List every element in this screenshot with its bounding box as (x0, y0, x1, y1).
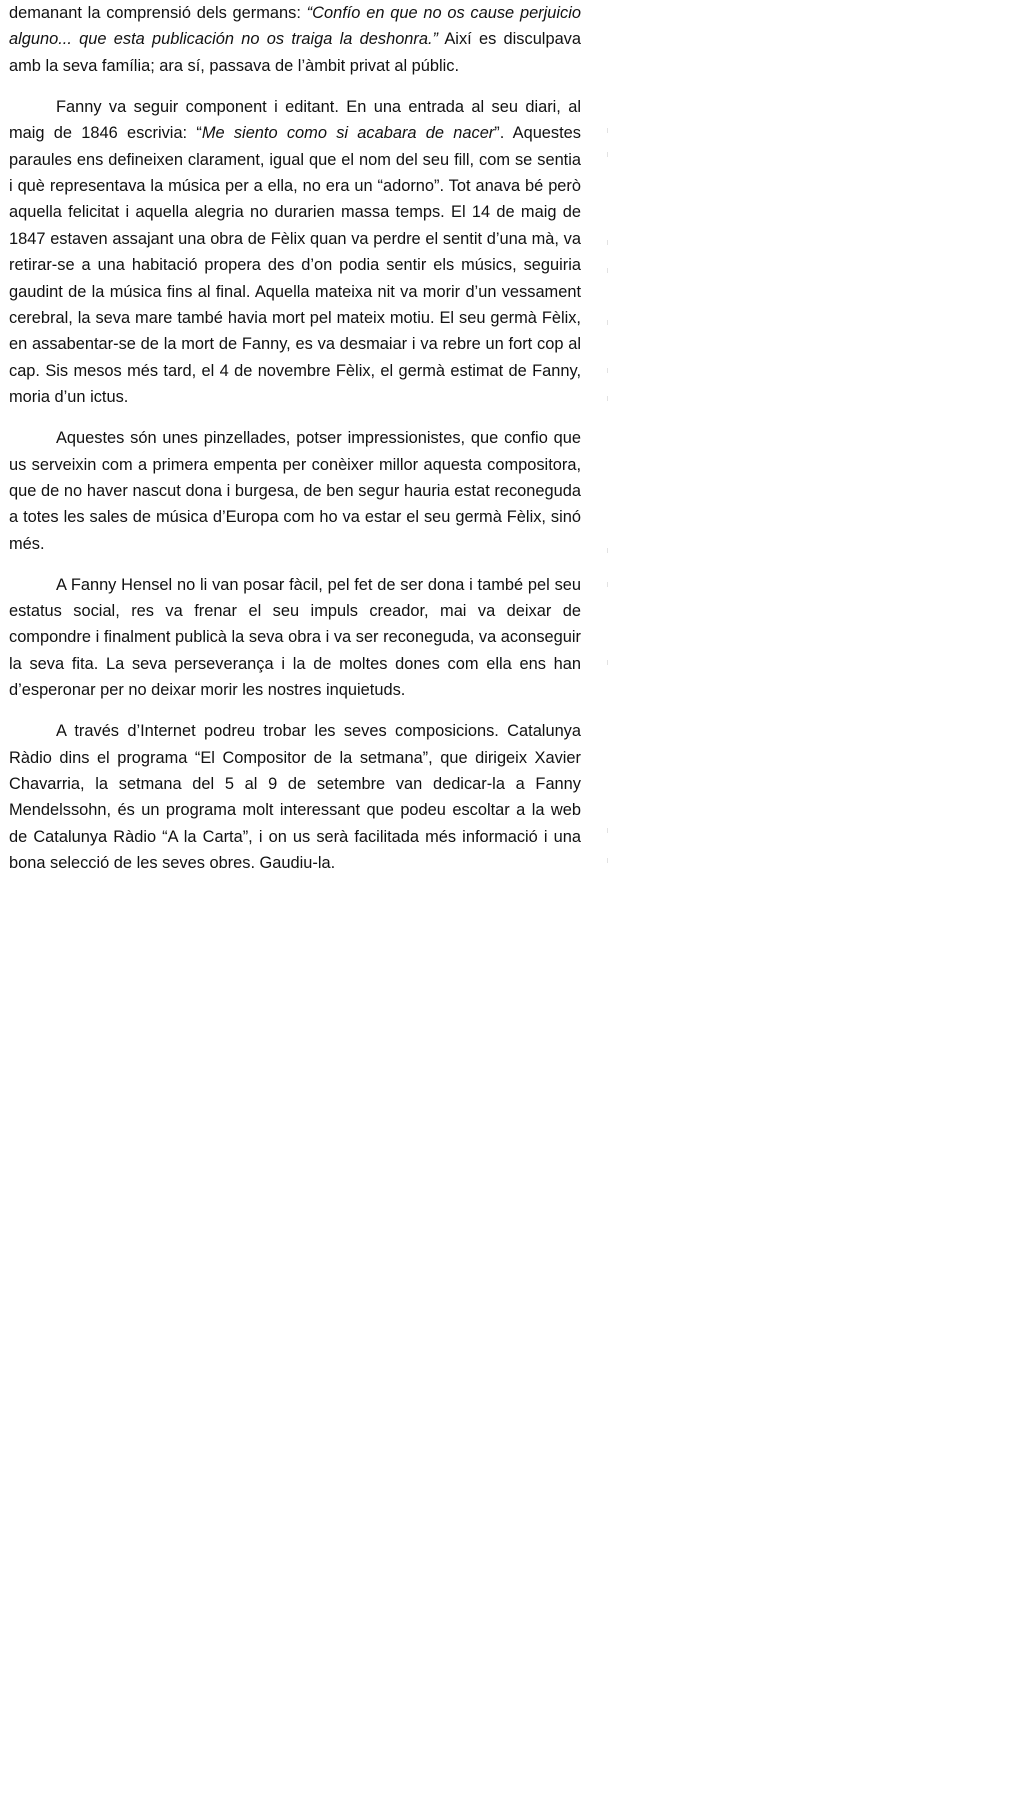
paragraph-3-text: Aquestes són unes pinzellades, potser impressionistes, que confio que us serveixin com a primera empenta per conèixer millor aquesta compositora, que de no haver nascut dona i burgesa, de ben segur hauria estat reconeguda a totes les sales de música d’Europa com ho va estar el seu germà Fèlix, sinó més. (9, 429, 581, 553)
paragraph-1-text-b: Així es disculpava amb la seva família; ara sí, passava de l’àmbit privat al públic. (9, 30, 581, 75)
margin-tick (607, 828, 608, 833)
paragraph-5-text: A través d’Internet podreu trobar les seves composicions. Catalunya Ràdio dins el programa “El Compositor de la setmana”, que dirigeix Xavier Chavarria, la setmana del 5 al 9 de setembre van dedicar-la a Fanny Mendelssohn, és un programa molt interessant que podeu escoltar a la web de Catalunya Ràdio “A la Carta”, i on us serà facilitada més informació i una bona selecció de les seves obres. Gaudiu-la. (9, 722, 581, 873)
document-page (9, 0, 581, 891)
margin-tick (607, 396, 608, 401)
paragraph-2-quote: Me siento como si acabara de nacer (201, 124, 495, 143)
paragraph-2 (9, 94, 581, 411)
paragraph-3 (9, 425, 581, 557)
margin-tick (607, 548, 608, 553)
margin-tick (607, 582, 608, 587)
margin-tick (607, 660, 608, 665)
paragraph-2-text-a: Fanny va seguir component i editant. En una entrada al seu diari, al maig de 1846 escrivia: “ (9, 97, 581, 143)
margin-tick (607, 128, 608, 133)
paragraph-1 (9, 0, 581, 79)
right-margin-marks (607, 0, 611, 880)
margin-tick (607, 268, 608, 273)
paragraph-5 (9, 718, 581, 876)
paragraph-4-text: A Fanny Hensel no li van posar fàcil, pel fet de ser dona i també pel seu estatus social, res va frenar el seu impuls creador, mai va deixar de compondre i finalment publicà la seva obra i va ser reconeguda, va aconseguir la seva fita. La seva perseverança i la de moltes dones com ella ens han d’esperonar per no deixar morir les nostres inquietuds. (9, 575, 581, 700)
margin-tick (607, 368, 608, 373)
margin-tick (607, 320, 608, 325)
paragraph-1-text-a: demanant la comprensió dels germans: (9, 4, 307, 22)
margin-tick (607, 240, 608, 245)
margin-tick (607, 858, 608, 863)
margin-tick (607, 152, 608, 157)
paragraph-2-text-b: ”. Aquestes paraules ens defineixen clarament, igual que el nom del seu fill, com se sentia i què representava la música per a ella, no era un “adorno”. Tot anava bé però aquella felicitat i aquella alegria no durarien massa temps. El 14 de maig de 1847 estaven assajant una obra de Fèlix quan va perdre el sentit d’una mà, va retirar-se a una habitació propera des d’on podia sentir els músics, seguiria gaudint de la música fins al final. Aquella mateixa nit va morir d’un vessament cerebral, la seva mare també havia mort pel mateix motiu. El seu germà Fèlix, en assabentar-se de la mort de Fanny, es va desmaiar i va rebre un fort cop al cap. Sis mesos més tard, el 4 de novembre Fèlix, el germà estimat de Fanny, moria d’un ictus. (9, 124, 581, 407)
paragraph-4 (9, 572, 581, 704)
paragraph-1-quote: “Confío en que no os cause perjuicio alguno... que esta publicación no os traiga la deshonra.” (9, 4, 581, 49)
